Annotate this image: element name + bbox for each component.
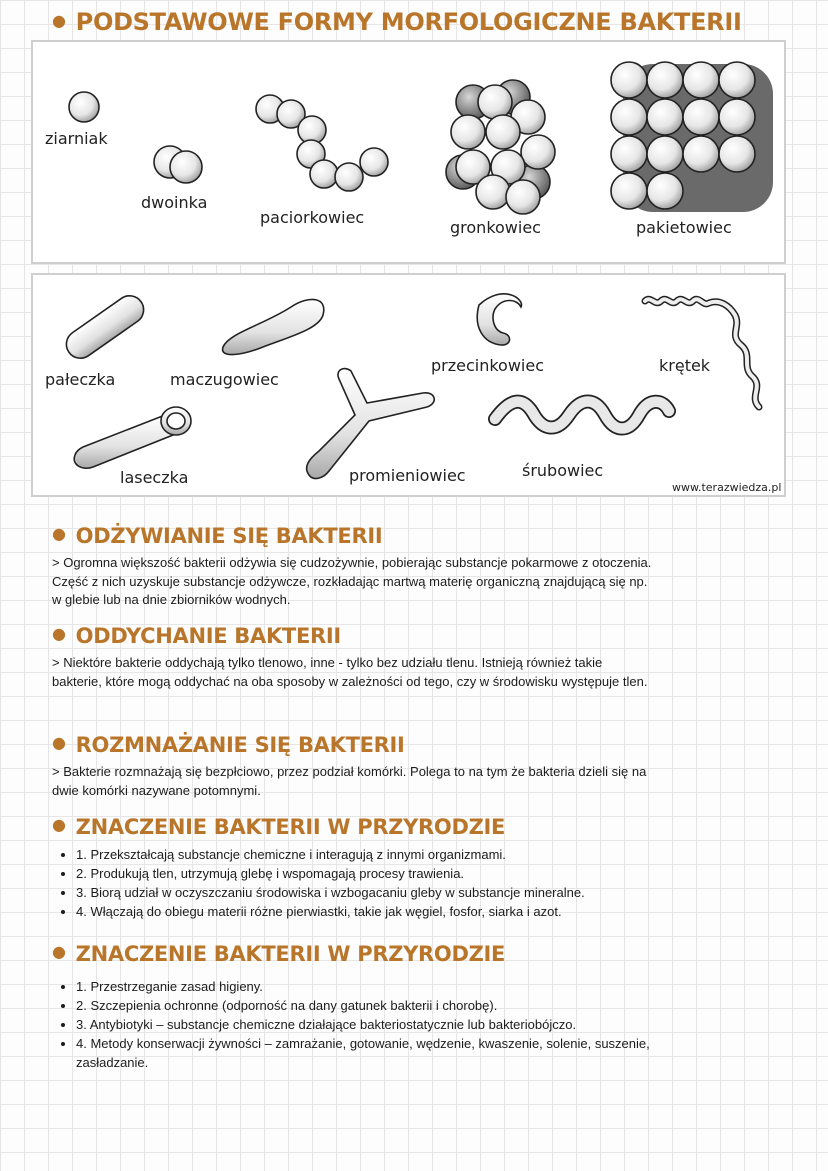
bullet-icon: ● [52,624,66,643]
bullet-icon: ● [52,733,66,752]
label-pakietowiec: pakietowiec [636,218,732,237]
list-item: • 3. Biorą udział w oczyszczaniu środowiska i wzbogacaniu gleby w substancje mineralne. [76,883,686,902]
heading-text: ZNACZENIE BAKTERII W PRZYRODZIE [75,942,506,966]
nutrition-text: > Ogromna większość bakterii odżywia się cudzożywnie, pobierając substancje pokarmowe z otoczenia. Część z nich uzyskuje substancje odżywcze, rozkładając martwą materię organiczną znajdującą się np. w glebie lub na dnie zbiorników wodnych. [52,555,652,607]
bacilli-illustration-panel [31,273,786,497]
heading-text: ZNACZENIE BAKTERII W PRZYRODZIE [75,815,506,839]
list-item: • 2. Produkują tlen, utrzymują glebę i wspomagają procesy trawienia. [76,864,686,883]
label-paciorkowiec: paciorkowiec [260,208,365,227]
heading-reproduction [52,733,405,757]
label-srubowiec: śrubowiec [522,461,604,480]
importance-list [52,845,686,921]
coccus-shape [69,92,99,122]
label-ziarniak: ziarniak [45,129,108,148]
heading-text: PODSTAWOWE FORMY MORFOLOGICZNE BAKTERII [75,8,742,36]
heading-nutrition [52,524,382,548]
reproduction-text: > Bakterie rozmnażają się bezpłciowo, przez podział komórki. Polega to na tym że bakteria dzieli się na dwie komórki nazywane potomnymi. [52,764,647,798]
label-dwoinka: dwoinka [141,193,208,212]
diplococcus-shape [154,146,202,183]
respiration-text: > Niektóre bakterie oddychają tylko tlenowo, inne - tylko bez udziału tlenu. Istnieją również takie bakterie, które mogą oddychać na oba sposoby w zależności od tego, czy w środowisku występuje tlen. [52,655,648,689]
list-item: • 4. Metody konserwacji żywności – zamrażanie, gotowanie, wędzenie, kwaszenie, solenie, suszenie, zasładzanie. [76,1034,686,1072]
heading-importance [52,815,505,839]
label-promieniowiec: promieniowiec [349,466,466,485]
label-przecinkowiec: przecinkowiec [431,356,545,375]
label-maczugowiec: maczugowiec [170,370,279,389]
prevention-list [52,977,686,1072]
cocci-illustration-panel [31,40,786,264]
clostridium-shape [74,407,191,468]
bullet-icon: ● [52,815,66,834]
list-item: • 1. Przestrzeganie zasad higieny. [76,977,686,996]
spirillum-shape [495,402,669,429]
heading-text: ODŻYWIANIE SIĘ BAKTERII [75,524,383,548]
heading-prevention [52,942,505,966]
list-item: • 2. Szczepienia ochronne (odporność na dany gatunek bakterii i chorobę). [76,996,686,1015]
streptococcus-shape [256,95,388,191]
actinomyces-shape [307,369,435,479]
list-item: • 4. Włączają do obiegu materii różne pierwiastki, takie jak węgiel, fosfor, siarka i azot. [76,902,686,921]
heading-morphological-forms [52,8,742,36]
source-credit: www.terazwiedza.pl [672,481,782,494]
cocci-illustration [33,42,784,262]
corynebacterium-shape [223,299,324,354]
sarcina-shape [611,62,773,212]
list-item: • 3. Antybiotyki – substancje chemiczne działające bakteriostatycznie lub bakteriobójczo. [76,1015,686,1034]
bacillus-shape [61,290,149,363]
label-paleczka: pałeczka [45,370,116,389]
bullet-icon: ● [52,11,66,30]
bullet-icon: ● [52,942,66,961]
heading-respiration [52,624,341,648]
bacilli-illustration [33,275,784,495]
label-laseczka: laseczka [120,468,189,487]
heading-text: ODDYCHANIE BAKTERII [75,624,341,648]
bullet-icon: ● [52,524,66,543]
label-gronkowiec: gronkowiec [450,218,541,237]
heading-text: ROZMNAŻANIE SIĘ BAKTERII [75,733,405,757]
spirochete-shape [645,299,759,407]
label-kretek: krętek [659,356,711,375]
spirochete-outline [645,299,759,407]
list-item: • 1. Przekształcają substancje chemiczne i interagują z innymi organizmami. [76,845,686,864]
staphylococcus-shape [446,80,555,214]
vibrio-shape [477,294,521,345]
